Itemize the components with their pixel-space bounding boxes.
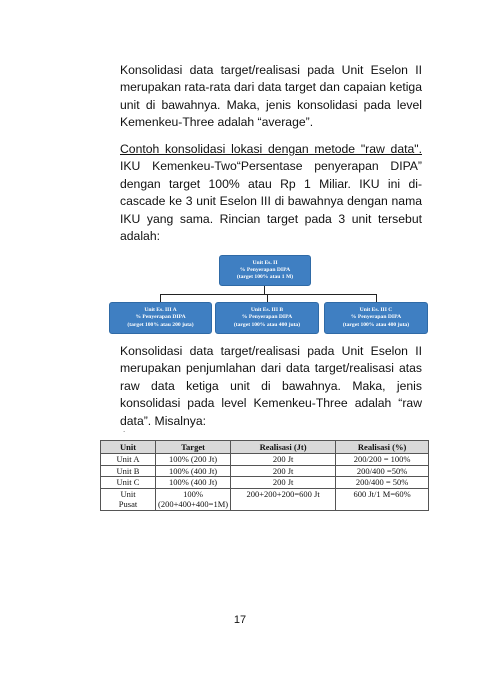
org-box-unit-es-iii-b [215,302,319,334]
connector-horizontal [160,294,376,295]
org-box-title: Unit Es. II [252,259,278,266]
cell-unit: Unit B [101,465,156,477]
connector-left [160,294,161,302]
stray-mark: . [123,425,126,434]
table-row-total [101,488,429,510]
example-heading: Contoh konsolidasi lokasi dengan metode "raw data". [120,142,422,156]
org-box-unit-es-ii [219,255,311,286]
paragraph-raw-data: Konsolidasi data target/realisasi pada Unit Eselon II merupakan penjumlahan dari data target/realisasi atas raw data ketiga unit di bawahnya. Maka, jenis konsolidasi pada level Kemenkeu-Three adalah “raw data”. Misalnya: [120,344,422,428]
header-realisasi-pct: Realisasi (%) [336,441,429,454]
org-box-title: Unit Es. III A [144,307,177,314]
header-unit: Unit [101,441,156,454]
page-number: 17 [233,614,247,626]
table-row [101,454,429,466]
cell-realisasi-jt: 200 Jt [231,465,336,477]
cell-realisasi-pct: 200/400 = 50% [336,477,429,489]
org-box-unit-es-iii-c [324,302,428,334]
table-row [101,465,429,477]
cell-realisasi-pct: 200/400 =50% [336,465,429,477]
cell-line: (200+400+400=1M) [158,499,229,509]
org-box-title: Unit Es. III B [250,307,284,314]
cell-realisasi-jt: 200+200+200=600 Jt [231,488,336,510]
org-box-target: (target 100% atau 400 juta) [233,321,301,328]
cell-realisasi-jt: 200 Jt [231,477,336,489]
cell-target: 100% (200 Jt) [156,454,231,466]
cell-unit [101,488,156,510]
org-box-metric: % Penyerapan DIPA [239,266,291,273]
org-box-metric: % Penyerapan DIPA [135,314,186,321]
cell-realisasi-jt: 200 Jt [231,454,336,466]
cell-target: 100% (400 Jt) [156,465,231,477]
connector-vertical-top [264,286,265,294]
org-box-target: (target 100% atau 200 juta) [127,321,194,328]
cell-target [156,488,231,510]
org-box-metric: % Penyerapan DIPA [350,314,402,321]
cell-realisasi-pct: 600 Jt/1 M=60% [336,488,429,510]
header-target: Target [156,441,231,454]
org-box-target: (target 100% atau 400 juta) [342,321,410,328]
connector-right [376,294,377,302]
table-row [101,477,429,489]
connector-middle [267,294,268,302]
realisasi-table [100,440,429,511]
paragraph-raw-data-example [120,141,422,245]
org-box-unit-es-iii-a [109,302,212,334]
org-box-metric: % Penyerapan DIPA [241,314,293,321]
example-body: IKU Kemenkeu-Two“Persentase penyerapan DIPA” dengan target 100% atau Rp 1 Miliar. IKU ini di-cascade ke 3 unit Eselon III di bawahnya dengan nama IKU yang sama. Rincian target pada 3 unit tersebut adalah: [120,159,422,244]
cell-line: 100% [183,488,203,499]
cell-unit: Unit A [101,454,156,466]
cell-target: 100% (400 Jt) [156,477,231,489]
cell-unit: Unit C [101,477,156,489]
table-header-row [101,441,429,454]
header-realisasi-jt: Realisasi (Jt) [231,441,336,454]
cell-line: Pusat [118,499,138,509]
cell-line: Unit [120,488,136,499]
org-box-title: Unit Es. III C [359,307,393,314]
org-box-target: (target 100% atau 1 M) [236,274,294,281]
cell-realisasi-pct: 200/200 = 100% [336,454,429,466]
paragraph-average: Konsolidasi data target/realisasi pada Unit Eselon II merupakan rata-rata dari data target dan capaian ketiga unit di bawahnya. Maka, jenis konsolidasi pada level Kemenkeu-Three adalah “average”. [120,63,422,130]
